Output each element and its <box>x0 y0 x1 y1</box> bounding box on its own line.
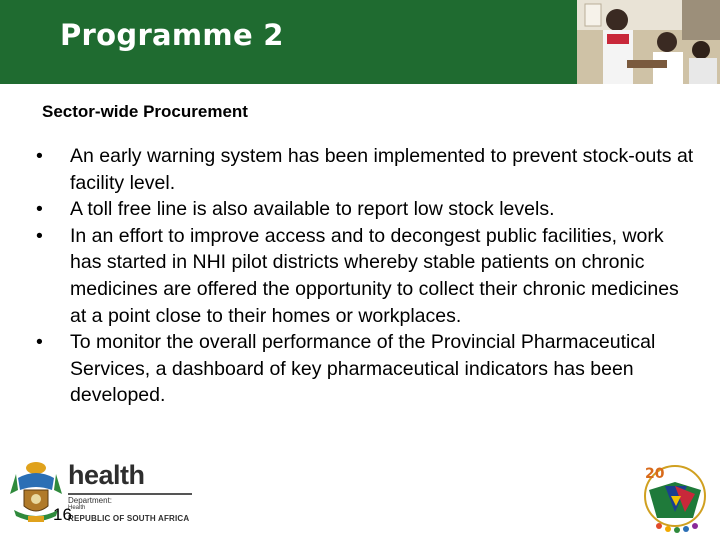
20-years-freedom-logo <box>635 456 715 536</box>
bullet-item: • In an effort to improve access and to decongest public facilities, work has started in NHI pilot districts whereby stable patients on chronic medicines are offered the opportunity to collect their chronic medicines at a point close to their homes or workplaces. <box>36 223 696 329</box>
bullet-item: • An early warning system has been implemented to prevent stock-outs at facility level. <box>36 143 696 196</box>
health-department-logo <box>64 460 194 526</box>
health-logo-rule <box>68 493 192 495</box>
health-logo-word: health <box>68 460 145 490</box>
header-band <box>0 0 720 84</box>
page-number: 16 <box>53 505 72 524</box>
svg-text:20: 20 <box>645 466 665 482</box>
bullet-item: • A toll free line is also available to report low stock levels. <box>36 196 696 223</box>
slide-title: Programme 2 <box>60 18 284 52</box>
health-logo-department: Department: <box>68 496 113 505</box>
clinic-photo <box>577 0 720 84</box>
bullet-list <box>36 143 696 409</box>
section-subtitle: Sector-wide Procurement <box>42 102 248 121</box>
health-logo-sub: Health <box>68 505 86 511</box>
health-logo-country: REPUBLIC OF SOUTH AFRICA <box>68 514 190 523</box>
bullet-item: • To monitor the overall performance of the Provincial Pharmaceutical Services, a dashboard of key pharmaceutical indicators has been developed. <box>36 329 696 409</box>
